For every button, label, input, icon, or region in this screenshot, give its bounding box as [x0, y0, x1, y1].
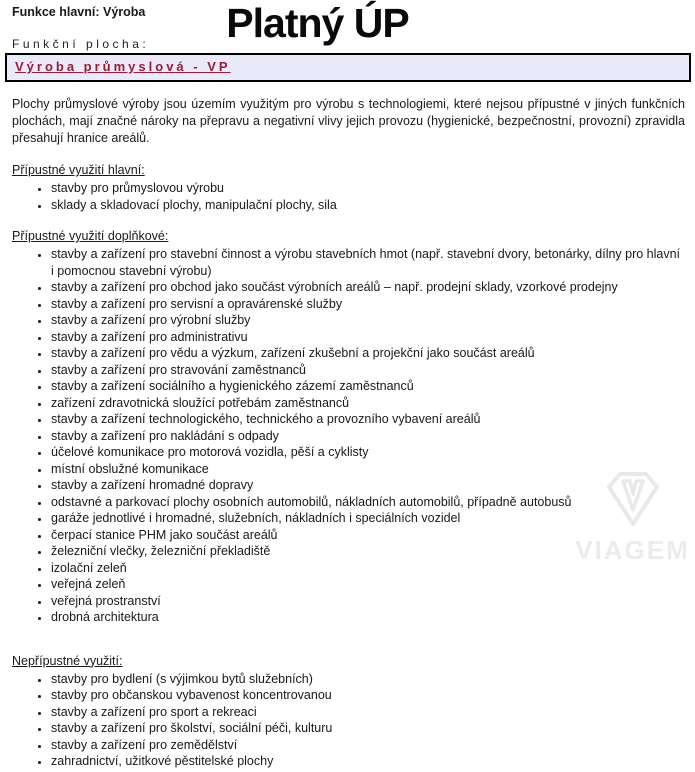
- list-item: • stavby a zařízení pro sport a rekreaci: [50, 704, 685, 721]
- watermark-text: VIAGEM: [575, 535, 690, 565]
- list-item: • stavby a zařízení pro servisní a opravárenské služby: [50, 296, 685, 313]
- list-item: • veřejná zeleň: [50, 576, 685, 593]
- function-main-label: Funkce hlavní: Výroba: [12, 5, 146, 19]
- page-title: Platný ÚP: [226, 0, 409, 46]
- list-item: • místní obslužné komunikace: [50, 461, 685, 478]
- document-header: [0, 0, 695, 53]
- list-pripustne-hlavni: [12, 180, 685, 213]
- list-nepripustne: [12, 671, 685, 770]
- list-item: • zahradnictví, užitkové pěstitelské plochy: [50, 753, 685, 770]
- list-pripustne-doplnkove: [12, 246, 685, 626]
- list-item: • stavby a zařízení pro obchod jako součást výrobních areálů – např. prodejní sklady, vzorkové prodejny: [50, 279, 685, 296]
- list-item: • stavby a zařízení pro stravování zaměstnanců: [50, 362, 685, 379]
- list-item: • stavby a zařízení sociálního a hygienického zázemí zaměstnanců: [50, 378, 685, 395]
- list-item: • izolační zeleň: [50, 560, 685, 577]
- list-item: • drobná architektura: [50, 609, 685, 626]
- list-item: • stavby pro občanskou vybavenost koncentrovanou: [50, 687, 685, 704]
- list-item: • sklady a skladovací plochy, manipulační plochy, sila: [50, 197, 685, 214]
- list-item: • stavby a zařízení technologického, technického a provozního vybavení areálů: [50, 411, 685, 428]
- list-item: • železniční vlečky, železniční překladiště: [50, 543, 685, 560]
- list-item: • stavby a zařízení pro školství, sociální péči, kulturu: [50, 720, 685, 737]
- list-item: • zařízení zdravotnická sloužící potřebám zaměstnanců: [50, 395, 685, 412]
- list-item: • garáže jednotlivé i hromadné, služebních, nákladních i speciálních vozidel: [50, 510, 685, 527]
- list-item: • stavby pro bydlení (s výjimkou bytů služebních): [50, 671, 685, 688]
- functional-area-value: Výroba průmyslová - VP: [15, 59, 231, 74]
- section-heading-pripustne-hlavni: Přípustné využití hlavní:: [12, 163, 145, 177]
- functional-area-box: [5, 53, 691, 82]
- list-item: • veřejná prostranství: [50, 593, 685, 610]
- list-item: • stavby a zařízení pro vědu a výzkum, zařízení zkušební a projekční jako součást areálů: [50, 345, 685, 362]
- list-item: • stavby pro průmyslovou výrobu: [50, 180, 685, 197]
- list-item: • stavby a zařízení pro výrobní služby: [50, 312, 685, 329]
- list-item: • stavby a zařízení hromadné dopravy: [50, 477, 685, 494]
- section-heading-pripustne-doplnkove: Přípustné využití doplňkové:: [12, 229, 169, 243]
- list-item: • stavby a zařízení pro administrativu: [50, 329, 685, 346]
- list-item: • stavby a zařízení pro nakládání s odpady: [50, 428, 685, 445]
- intro-paragraph: Plochy průmyslové výroby jsou územím využitým pro výrobu s technologiemi, které nejsou přípustné v jiných funkčních plochách, mají značné nároky na přepravu a negativní vlivy jejich provozu (hygienické, bezpečnostní, provozní) zpravidla přesahují hranice areálů.: [12, 97, 685, 145]
- list-item: • odstavné a parkovací plochy osobních automobilů, nákladních automobilů, případně autobusů: [50, 494, 685, 511]
- list-item: • čerpací stanice PHM jako součást areálů: [50, 527, 685, 544]
- list-item: • stavby a zařízení pro stavební činnost a výrobu stavebních hmot (např. stavební dvory, betonárky, dílny pro hlavní i pomocnou stavební výrobu): [50, 246, 685, 279]
- section-heading-nepripustne: Nepřípustné využití:: [12, 653, 123, 668]
- functional-area-label: Funkční plocha:: [12, 37, 150, 51]
- list-item: • stavby a zařízení pro zemědělství: [50, 737, 685, 754]
- list-item: • účelové komunikace pro motorová vozidla, pěší a cyklisty: [50, 444, 685, 461]
